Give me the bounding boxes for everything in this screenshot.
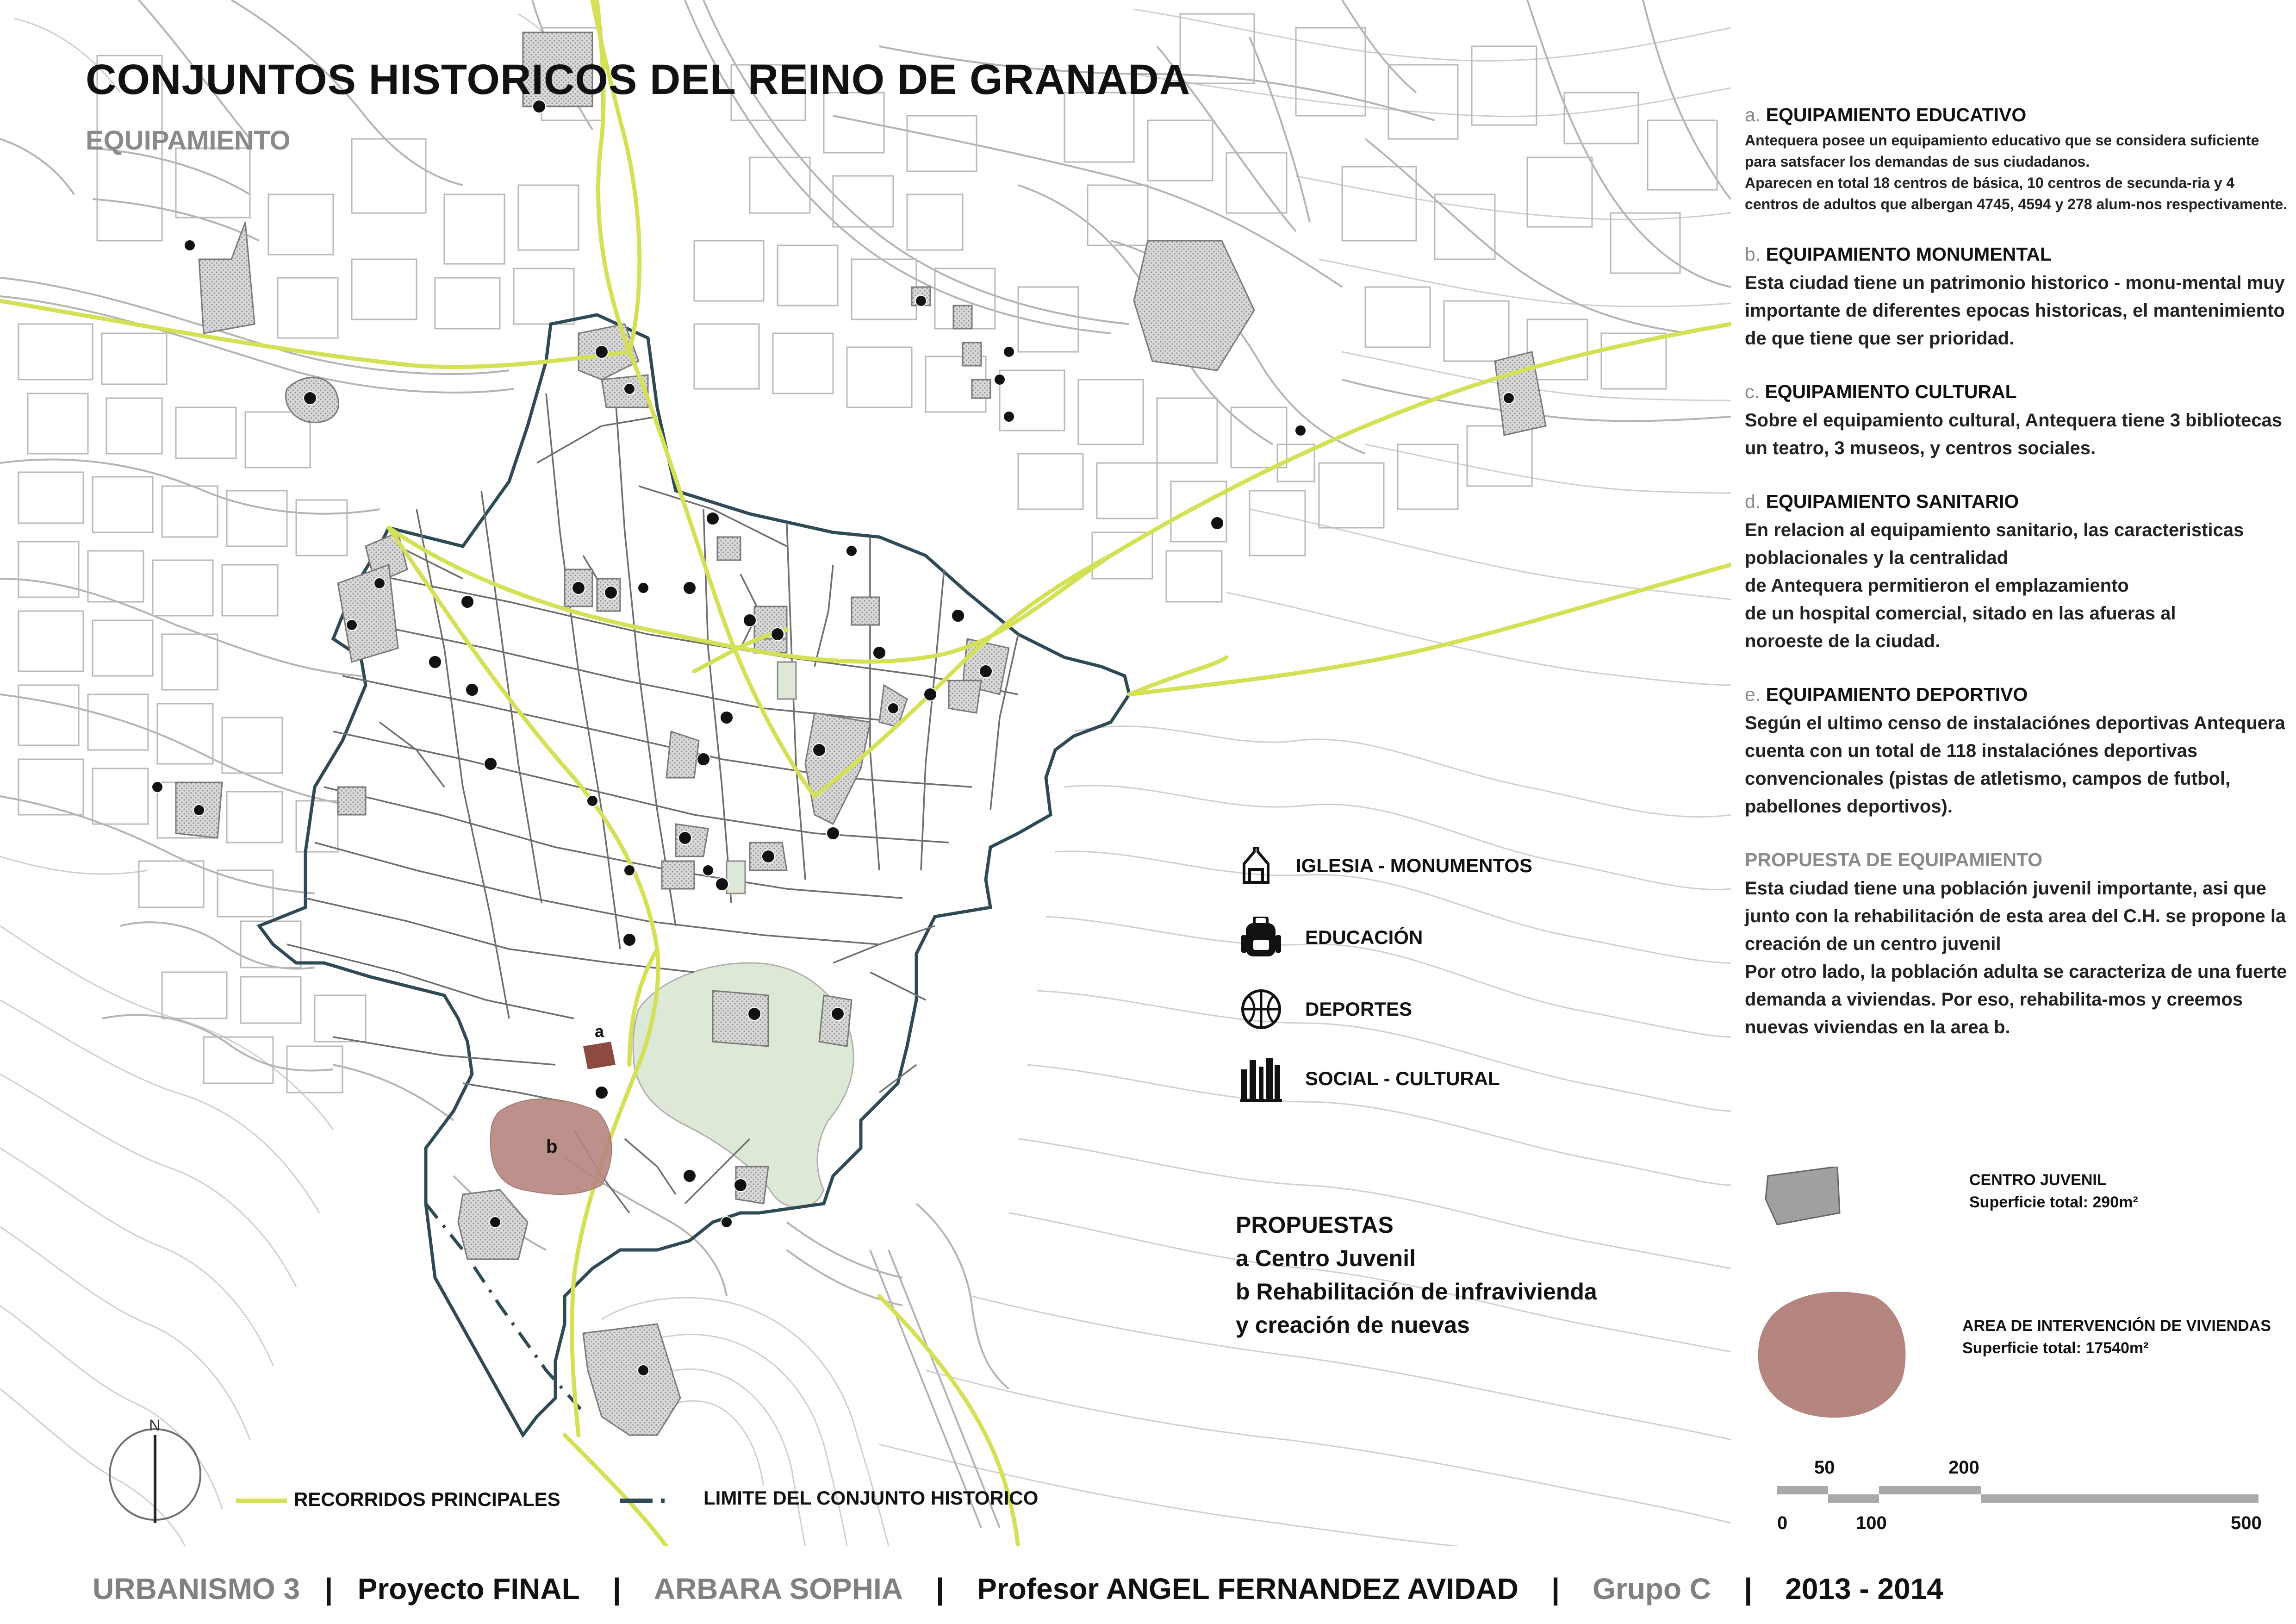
youth-center-title: CENTRO JUVENIL [1969, 1171, 2107, 1189]
church-marker [952, 609, 964, 622]
footer-professor: Profesor ANGEL FERNANDEZ AVIDAD [977, 1572, 1518, 1605]
section-body: Antequera posee un equipamiento educativo que se considera suficiente para satsfacer los demandas de sus ciudadanos. Aparecen en total 18 centros de básica, 10 centros de secunda-ria y 4 centros de adultos que albergan 4745, 4594 y 278 alum-nos respectivamente. [1745, 132, 2288, 212]
section-educativo [1745, 104, 2289, 215]
footer-student: ARBARA SOPHIA [653, 1572, 903, 1605]
school-marker [587, 795, 598, 806]
scale-label: 200 [1948, 1457, 1979, 1478]
section-letter: c. [1745, 381, 1760, 402]
section-heading: EQUIPAMIENTO DEPORTIVO [1766, 684, 2028, 705]
legend-item-social [1240, 1056, 1500, 1102]
school-marker [490, 1217, 501, 1228]
section-heading: EQUIPAMIENTO EDUCATIVO [1766, 104, 2027, 125]
church-marker [831, 1007, 844, 1020]
section-letter: d. [1745, 491, 1761, 512]
church-marker [706, 512, 719, 525]
section-body: Sobre el equipamiento cultural, Antequera tiene 3 bibliotecas un teatro, 3 museos, y centros sociales. [1745, 410, 2282, 458]
books-marker [624, 865, 635, 876]
legend-label: IGLESIA - MONUMENTOS [1296, 855, 1533, 876]
limit-legend-label: LIMITE DEL CONJUNTO HISTORICO [703, 1487, 1039, 1509]
church-marker [461, 595, 474, 608]
section-cultural [1745, 381, 2289, 462]
school-marker [346, 619, 357, 631]
legend-label: EDUCACIÓN [1305, 926, 1423, 948]
church-marker [678, 831, 691, 844]
section-deportivo [1745, 684, 2289, 820]
books-marker [638, 582, 649, 593]
church-marker [697, 753, 710, 766]
map-label-b: b [546, 1137, 558, 1157]
school-marker [703, 865, 714, 876]
footer-separator: | [1551, 1572, 1560, 1605]
description-panel [1745, 104, 2289, 1070]
school-marker [152, 781, 163, 793]
proposal-b: b Rehabilitación de infravivienda [1236, 1279, 1597, 1305]
north-label: N [149, 1417, 161, 1434]
church-marker [827, 827, 840, 840]
proposals-block [1236, 1208, 1597, 1342]
school-marker [915, 295, 927, 306]
section-body: Según el ultimo censo de instalaciónes deportivas Antequera cuenta con un total de 118 instalaciónes deportivas convencionales (pistas de atletismo, campos de futbol, pabellones deportivos). [1745, 713, 2285, 817]
section-heading: EQUIPAMIENTO MONUMENTAL [1766, 244, 2052, 265]
footer-separator: | [1744, 1572, 1753, 1605]
section-heading: PROPUESTA DE EQUIPAMIENTO [1745, 849, 2043, 870]
school-marker [374, 578, 385, 589]
church-marker [979, 665, 992, 678]
church-marker [623, 933, 636, 946]
school-marker [638, 1365, 649, 1376]
church-marker [484, 757, 497, 770]
church-marker [743, 614, 756, 627]
school-marker [624, 383, 635, 394]
proposals-heading: PROPUESTAS [1236, 1212, 1394, 1238]
basketball-marker [683, 1169, 696, 1182]
legend-item-sports [1240, 988, 1412, 1030]
section-sanitario [1745, 491, 2289, 655]
section-body: En relacion al equipamiento sanitario, las caracteristicas poblacionales y la centralidad de Antequera permitieron el emplazamiento de un hospital comercial, sitado en las afueras al noroeste de la ciudad. [1745, 520, 2244, 651]
legend-label: SOCIAL - CULTURAL [1305, 1068, 1500, 1089]
school-marker [184, 240, 195, 251]
proposal-a: a Centro Juvenil [1236, 1245, 1416, 1271]
school-marker [721, 1217, 732, 1228]
church-marker [813, 743, 826, 756]
footer-project: Proyecto FINAL [357, 1572, 580, 1605]
scale-label: 0 [1777, 1513, 1788, 1533]
area-a-youth-center [583, 1042, 616, 1069]
section-letter: a. [1745, 104, 1761, 125]
footer-separator: | [936, 1572, 944, 1605]
routes-legend-label: RECORRIDOS PRINCIPALES [294, 1488, 560, 1510]
church-marker [716, 878, 728, 891]
church-marker [595, 1086, 608, 1099]
school-marker [888, 703, 899, 714]
page-title: CONJUNTOS HISTORICOS DEL REINO DE GRANADA [86, 56, 1191, 103]
school-marker [994, 374, 1005, 385]
scale-label: 100 [1856, 1513, 1887, 1533]
books-marker [846, 545, 857, 556]
school-marker [1003, 411, 1014, 422]
footer-group: Grupo C [1593, 1572, 1711, 1605]
legend-item-education [1240, 917, 1423, 958]
legend-item-church [1240, 847, 1532, 884]
section-heading: EQUIPAMIENTO CULTURAL [1765, 381, 2017, 402]
footer-separator: | [324, 1572, 333, 1605]
scale-label: 50 [1814, 1457, 1835, 1478]
church-marker [304, 392, 317, 405]
church-marker [734, 1179, 747, 1192]
church-marker [771, 628, 784, 641]
section-body: Esta ciudad tiene una población juvenil importante, asi que junto con la rehabilitación de esta area del C.H. se propone la creación de un centro juvenil Por otro lado, la población adulta se caracteriza de una fuerte demanda a viviendas. Por eso, rehabilita-mos y creemos nuevas viviendas en la area b. [1745, 878, 2287, 1037]
church-marker [595, 345, 608, 358]
housing-area-swatch [1754, 1278, 1916, 1426]
outer-blocks [19, 14, 1717, 1093]
basketball-icon [1240, 988, 1282, 1030]
footer-separator: | [612, 1572, 621, 1605]
footer-course: URBANISMO 3 [93, 1572, 300, 1605]
map-label-a: a [595, 1022, 604, 1041]
church-marker [873, 646, 886, 659]
church-marker [762, 850, 775, 863]
youth-center-area: Superficie total: 290m² [1969, 1193, 2138, 1211]
church-marker [924, 688, 937, 701]
scale-label: 500 [2231, 1513, 2262, 1533]
footer-years: 2013 - 2014 [1785, 1572, 1943, 1605]
church-marker [683, 581, 696, 594]
church-icon [1240, 847, 1273, 884]
youth-center-swatch [1763, 1167, 1842, 1227]
section-letter: e. [1745, 684, 1761, 705]
backpack-icon [1240, 917, 1282, 958]
section-propuesta [1745, 849, 2289, 1041]
school-marker [1295, 425, 1306, 436]
school-marker [193, 805, 205, 816]
church-marker [466, 683, 479, 696]
section-body: Esta ciudad tiene un patrimonio historico - monu-mental muy importante de diferentes epocas historicas, el mantenimiento de que tiene que ser prioridad. [1745, 273, 2285, 349]
housing-area-area: Superficie total: 17540m² [1962, 1339, 2149, 1357]
church-marker [720, 711, 733, 724]
church-marker [429, 656, 442, 668]
basketball-marker [1211, 517, 1224, 530]
school-marker [1003, 346, 1014, 357]
legend-label: DEPORTES [1305, 998, 1412, 1020]
footer [93, 1572, 1943, 1606]
scale-bar [1777, 1481, 2259, 1509]
housing-area-title: AREA DE INTERVENCIÓN DE VIVIENDAS [1962, 1317, 2271, 1335]
proposal-b-cont: y creación de nuevas [1236, 1312, 1470, 1338]
school-marker [1503, 393, 1514, 404]
page-subtitle: EQUIPAMIENTO [86, 125, 291, 156]
church-marker [572, 581, 585, 594]
north-arrow [110, 1417, 200, 1523]
books-icon [1240, 1056, 1282, 1102]
section-heading: EQUIPAMIENTO SANITARIO [1766, 491, 2019, 512]
church-marker [604, 586, 617, 599]
section-letter: b. [1745, 244, 1761, 265]
church-marker [748, 1007, 761, 1020]
section-monumental [1745, 244, 2289, 352]
